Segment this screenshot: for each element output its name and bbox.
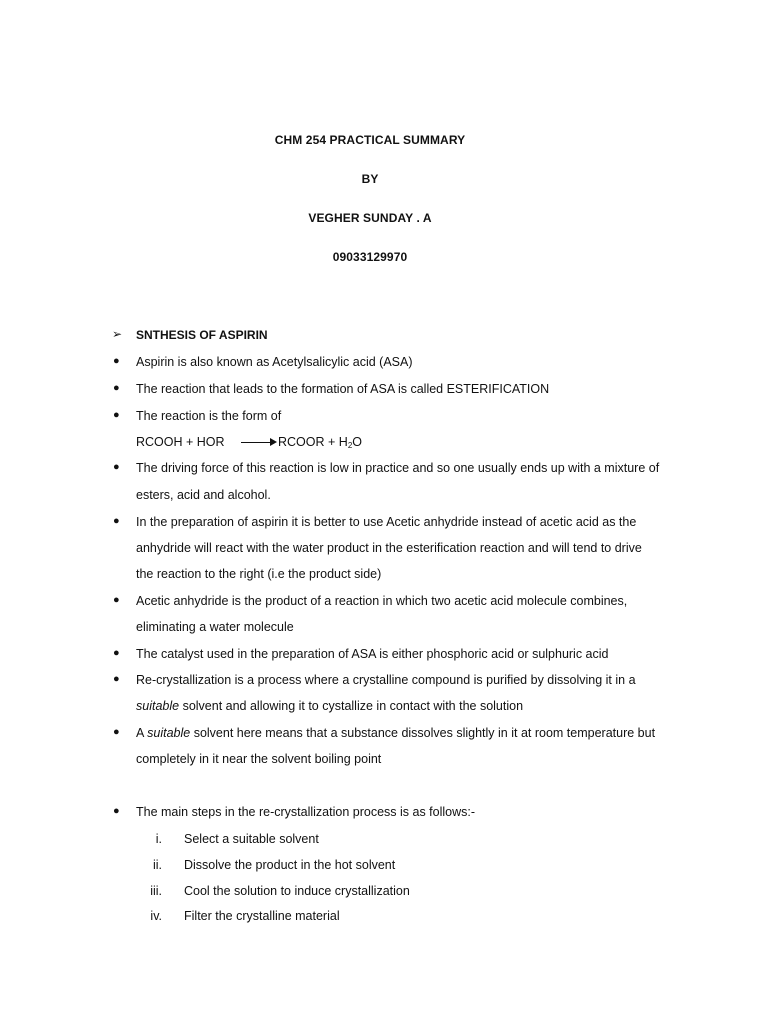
bullet-text: In the preparation of aspirin it is better to use Acetic anhydride instead of acetic acid as the (136, 515, 637, 529)
bullet-icon: ● (113, 673, 120, 685)
equation-right: RCOOR + $H_2O$ (278, 435, 362, 450)
bullet-icon: ● (113, 515, 120, 527)
bullet-icon: ● (113, 409, 120, 421)
bullet-text-continued: completely in it near the solvent boiling point (136, 752, 382, 766)
step-number: iii. (150, 884, 162, 898)
author-name: VEGHER SUNDAY . A (308, 211, 432, 225)
arrow-bullet-icon: ➢ (112, 327, 123, 341)
phone-number: 09033129970 (332, 250, 408, 264)
bullet-icon: ● (113, 382, 120, 394)
step-text: Select a suitable solvent (184, 832, 319, 846)
bullet-text-continued: esters, acid and alcohol. (136, 488, 271, 502)
step-number: i. (155, 832, 162, 846)
bullet-text: The driving force of this reaction is low in practice and so one usually ends up with a mixture of (136, 461, 660, 475)
step-number: ii. (152, 858, 162, 872)
step-number: iv. (150, 909, 162, 923)
bullet-text: Re-crystallization is a process where a crystalline compound is purified by dissolving it in a (136, 673, 636, 687)
bullet-text: A suitable solvent here means that a substance dissolves slightly in it at room temperature but (136, 726, 656, 740)
bullet-text-continued: eliminating a water molecule (136, 620, 294, 634)
equation-left: RCOOH + HOR (136, 435, 225, 449)
reaction-arrow-icon (241, 442, 271, 443)
bullet-text: The main steps in the re-crystallization process is as follows:- (136, 805, 476, 819)
bullet-text: The catalyst used in the preparation of ASA is either phosphoric acid or sulphuric acid (136, 647, 609, 661)
bullet-text: The reaction that leads to the formation of ASA is called ESTERIFICATION (136, 382, 550, 396)
by-line: BY (361, 172, 379, 186)
bullet-icon: ● (113, 355, 120, 367)
bullet-text-continued: suitable solvent and allowing it to cystallize in contact with the solution (136, 699, 524, 713)
bullet-icon: ● (113, 461, 120, 473)
step-text: Filter the crystalline material (184, 909, 340, 923)
bullet-icon: ● (113, 805, 120, 817)
step-text: Dissolve the product in the hot solvent (184, 858, 396, 872)
bullet-text: Aspirin is also known as Acetylsalicylic acid (ASA) (136, 355, 413, 369)
step-text: Cool the solution to induce crystallization (184, 884, 410, 898)
bullet-text-continued: the reaction to the right (i.e the product side) (136, 567, 382, 581)
arrow-head-icon (270, 438, 277, 446)
section-heading: SNTHESIS OF ASPIRIN (136, 328, 268, 342)
bullet-icon: ● (113, 726, 120, 738)
bullet-text: Acetic anhydride is the product of a reaction in which two acetic acid molecule combines, (136, 594, 628, 608)
bullet-icon: ● (113, 647, 120, 659)
bullet-icon: ● (113, 594, 120, 606)
document-title: CHM 254 PRACTICAL SUMMARY (274, 133, 466, 147)
bullet-text: The reaction is the form of (136, 409, 282, 423)
bullet-text-continued: anhydride will react with the water product in the esterification reaction and will tend to drive (136, 541, 642, 555)
